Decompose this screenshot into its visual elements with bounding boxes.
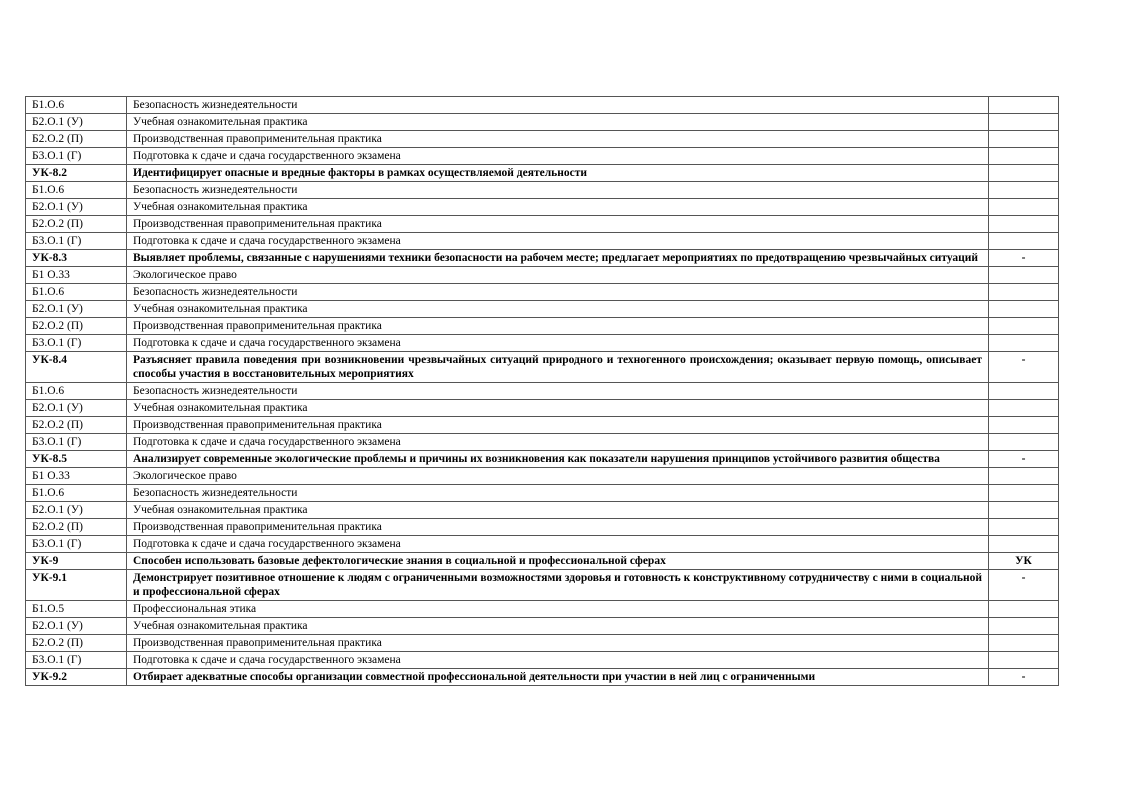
code-cell: Б2.О.1 (У): [26, 502, 127, 519]
mark-cell: [989, 148, 1059, 165]
discipline-row: [26, 216, 1059, 233]
mark-cell: [989, 284, 1059, 301]
mark-cell: [989, 233, 1059, 250]
desc-cell: Производственная правоприменительная практика: [127, 131, 989, 148]
discipline-row: [26, 114, 1059, 131]
mark-cell: [989, 131, 1059, 148]
code-cell: УК-8.5: [26, 451, 127, 468]
desc-cell: Подготовка к сдаче и сдача государственного экзамена: [127, 434, 989, 451]
desc-cell: Подготовка к сдаче и сдача государственного экзамена: [127, 233, 989, 250]
discipline-row: [26, 233, 1059, 250]
code-cell: Б2.О.1 (У): [26, 301, 127, 318]
code-cell: Б1 О.33: [26, 468, 127, 485]
code-cell: Б3.О.1 (Г): [26, 335, 127, 352]
code-cell: УК-8.2: [26, 165, 127, 182]
discipline-row: [26, 468, 1059, 485]
code-cell: Б2.О.1 (У): [26, 114, 127, 131]
desc-cell: Подготовка к сдаче и сдача государственного экзамена: [127, 335, 989, 352]
discipline-row: [26, 284, 1059, 301]
code-cell: Б1.О.6: [26, 383, 127, 400]
desc-cell: Производственная правоприменительная практика: [127, 519, 989, 536]
code-cell: Б3.О.1 (Г): [26, 233, 127, 250]
code-cell: Б2.О.1 (У): [26, 400, 127, 417]
desc-cell: Безопасность жизнедеятельности: [127, 284, 989, 301]
mark-cell: [989, 267, 1059, 284]
mark-cell: [989, 635, 1059, 652]
mark-cell: [989, 485, 1059, 502]
mark-cell: [989, 519, 1059, 536]
desc-cell: Подготовка к сдаче и сдача государственного экзамена: [127, 148, 989, 165]
mark-cell: [989, 618, 1059, 635]
discipline-row: [26, 434, 1059, 451]
discipline-row: [26, 652, 1059, 669]
code-cell: Б3.О.1 (Г): [26, 148, 127, 165]
code-cell: Б1.О.6: [26, 284, 127, 301]
mark-cell: [989, 468, 1059, 485]
discipline-row: [26, 502, 1059, 519]
desc-cell: Производственная правоприменительная практика: [127, 318, 989, 335]
discipline-row: [26, 335, 1059, 352]
code-cell: Б1.О.6: [26, 182, 127, 199]
desc-cell: Безопасность жизнедеятельности: [127, 182, 989, 199]
discipline-row: [26, 131, 1059, 148]
desc-cell: Учебная ознакомительная практика: [127, 400, 989, 417]
mark-cell: -: [989, 669, 1059, 686]
code-cell: УК-9.1: [26, 570, 127, 601]
competency-indicator-row: [26, 165, 1059, 182]
discipline-row: [26, 417, 1059, 434]
mark-cell: [989, 114, 1059, 131]
competency-indicator-row: [26, 553, 1059, 570]
discipline-row: [26, 97, 1059, 114]
code-cell: Б1.О.6: [26, 485, 127, 502]
desc-cell: Подготовка к сдаче и сдача государственного экзамена: [127, 536, 989, 553]
competency-indicator-row: [26, 570, 1059, 601]
discipline-row: [26, 536, 1059, 553]
desc-cell: Способен использовать базовые дефектологические знания в социальной и профессиональной сферах: [127, 553, 989, 570]
code-cell: Б3.О.1 (Г): [26, 652, 127, 669]
code-cell: Б2.О.1 (У): [26, 618, 127, 635]
code-cell: Б1.О.5: [26, 601, 127, 618]
desc-cell: Экологическое право: [127, 468, 989, 485]
desc-cell: Учебная ознакомительная практика: [127, 199, 989, 216]
code-cell: Б3.О.1 (Г): [26, 434, 127, 451]
mark-cell: -: [989, 250, 1059, 267]
mark-cell: [989, 400, 1059, 417]
desc-cell: Производственная правоприменительная практика: [127, 635, 989, 652]
desc-cell: Безопасность жизнедеятельности: [127, 97, 989, 114]
mark-cell: -: [989, 352, 1059, 383]
desc-cell: Производственная правоприменительная практика: [127, 216, 989, 233]
discipline-row: [26, 199, 1059, 216]
code-cell: Б3.О.1 (Г): [26, 536, 127, 553]
desc-cell: Безопасность жизнедеятельности: [127, 383, 989, 400]
code-cell: Б2.О.1 (У): [26, 199, 127, 216]
mark-cell: [989, 165, 1059, 182]
desc-cell: Производственная правоприменительная практика: [127, 417, 989, 434]
desc-cell: Идентифицирует опасные и вредные факторы в рамках осуществляемой деятельности: [127, 165, 989, 182]
desc-cell: Разъясняет правила поведения при возникновении чрезвычайных ситуаций природного и техногенного происхождения; оказывает первую помощь, описывает способы участия в восстановительных мероприятиях: [127, 352, 989, 383]
competency-table-body: [26, 97, 1059, 686]
mark-cell: [989, 601, 1059, 618]
desc-cell: Выявляет проблемы, связанные с нарушениями техники безопасности на рабочем месте; предлагает мероприятиях по предотвращению чрезвычайных ситуаций: [127, 250, 989, 267]
mark-cell: [989, 652, 1059, 669]
discipline-row: [26, 383, 1059, 400]
code-cell: УК-8.3: [26, 250, 127, 267]
mark-cell: [989, 182, 1059, 199]
discipline-row: [26, 485, 1059, 502]
code-cell: Б2.О.2 (П): [26, 519, 127, 536]
code-cell: Б2.О.2 (П): [26, 216, 127, 233]
desc-cell: Отбирает адекватные способы организации совместной профессиональной деятельности при участии в ней лиц с ограниченными: [127, 669, 989, 686]
code-cell: УК-8.4: [26, 352, 127, 383]
competency-indicator-row: [26, 352, 1059, 383]
desc-cell: Подготовка к сдаче и сдача государственного экзамена: [127, 652, 989, 669]
desc-cell: Профессиональная этика: [127, 601, 989, 618]
mark-cell: [989, 97, 1059, 114]
desc-cell: Безопасность жизнедеятельности: [127, 485, 989, 502]
desc-cell: Учебная ознакомительная практика: [127, 114, 989, 131]
code-cell: Б1 О.33: [26, 267, 127, 284]
code-cell: Б2.О.2 (П): [26, 417, 127, 434]
mark-cell: [989, 536, 1059, 553]
discipline-row: [26, 267, 1059, 284]
mark-cell: [989, 318, 1059, 335]
mark-cell: [989, 335, 1059, 352]
desc-cell: Учебная ознакомительная практика: [127, 502, 989, 519]
mark-cell: [989, 434, 1059, 451]
desc-cell: Экологическое право: [127, 267, 989, 284]
competency-indicator-row: [26, 451, 1059, 468]
mark-cell: УК: [989, 553, 1059, 570]
mark-cell: -: [989, 570, 1059, 601]
discipline-row: [26, 519, 1059, 536]
mark-cell: [989, 383, 1059, 400]
desc-cell: Учебная ознакомительная практика: [127, 301, 989, 318]
mark-cell: [989, 417, 1059, 434]
discipline-row: [26, 618, 1059, 635]
mark-cell: -: [989, 451, 1059, 468]
desc-cell: Анализирует современные экологические проблемы и причины их возникновения как показатели нарушения принципов устойчивого развития общества: [127, 451, 989, 468]
code-cell: Б2.О.2 (П): [26, 635, 127, 652]
competency-indicator-row: [26, 250, 1059, 267]
discipline-row: [26, 182, 1059, 199]
code-cell: УК-9: [26, 553, 127, 570]
code-cell: Б2.О.2 (П): [26, 131, 127, 148]
discipline-row: [26, 301, 1059, 318]
competency-indicator-row: [26, 669, 1059, 686]
discipline-row: [26, 148, 1059, 165]
desc-cell: Учебная ознакомительная практика: [127, 618, 989, 635]
code-cell: Б1.О.6: [26, 97, 127, 114]
discipline-row: [26, 318, 1059, 335]
discipline-row: [26, 400, 1059, 417]
desc-cell: Демонстрирует позитивное отношение к людям с ограниченными возможностями здоровья и готовность к конструктивному сотрудничеству с ними в социальной и профессиональной сферах: [127, 570, 989, 601]
code-cell: УК-9.2: [26, 669, 127, 686]
mark-cell: [989, 502, 1059, 519]
competency-table: [25, 96, 1059, 686]
code-cell: Б2.О.2 (П): [26, 318, 127, 335]
discipline-row: [26, 635, 1059, 652]
mark-cell: [989, 199, 1059, 216]
mark-cell: [989, 216, 1059, 233]
discipline-row: [26, 601, 1059, 618]
mark-cell: [989, 301, 1059, 318]
